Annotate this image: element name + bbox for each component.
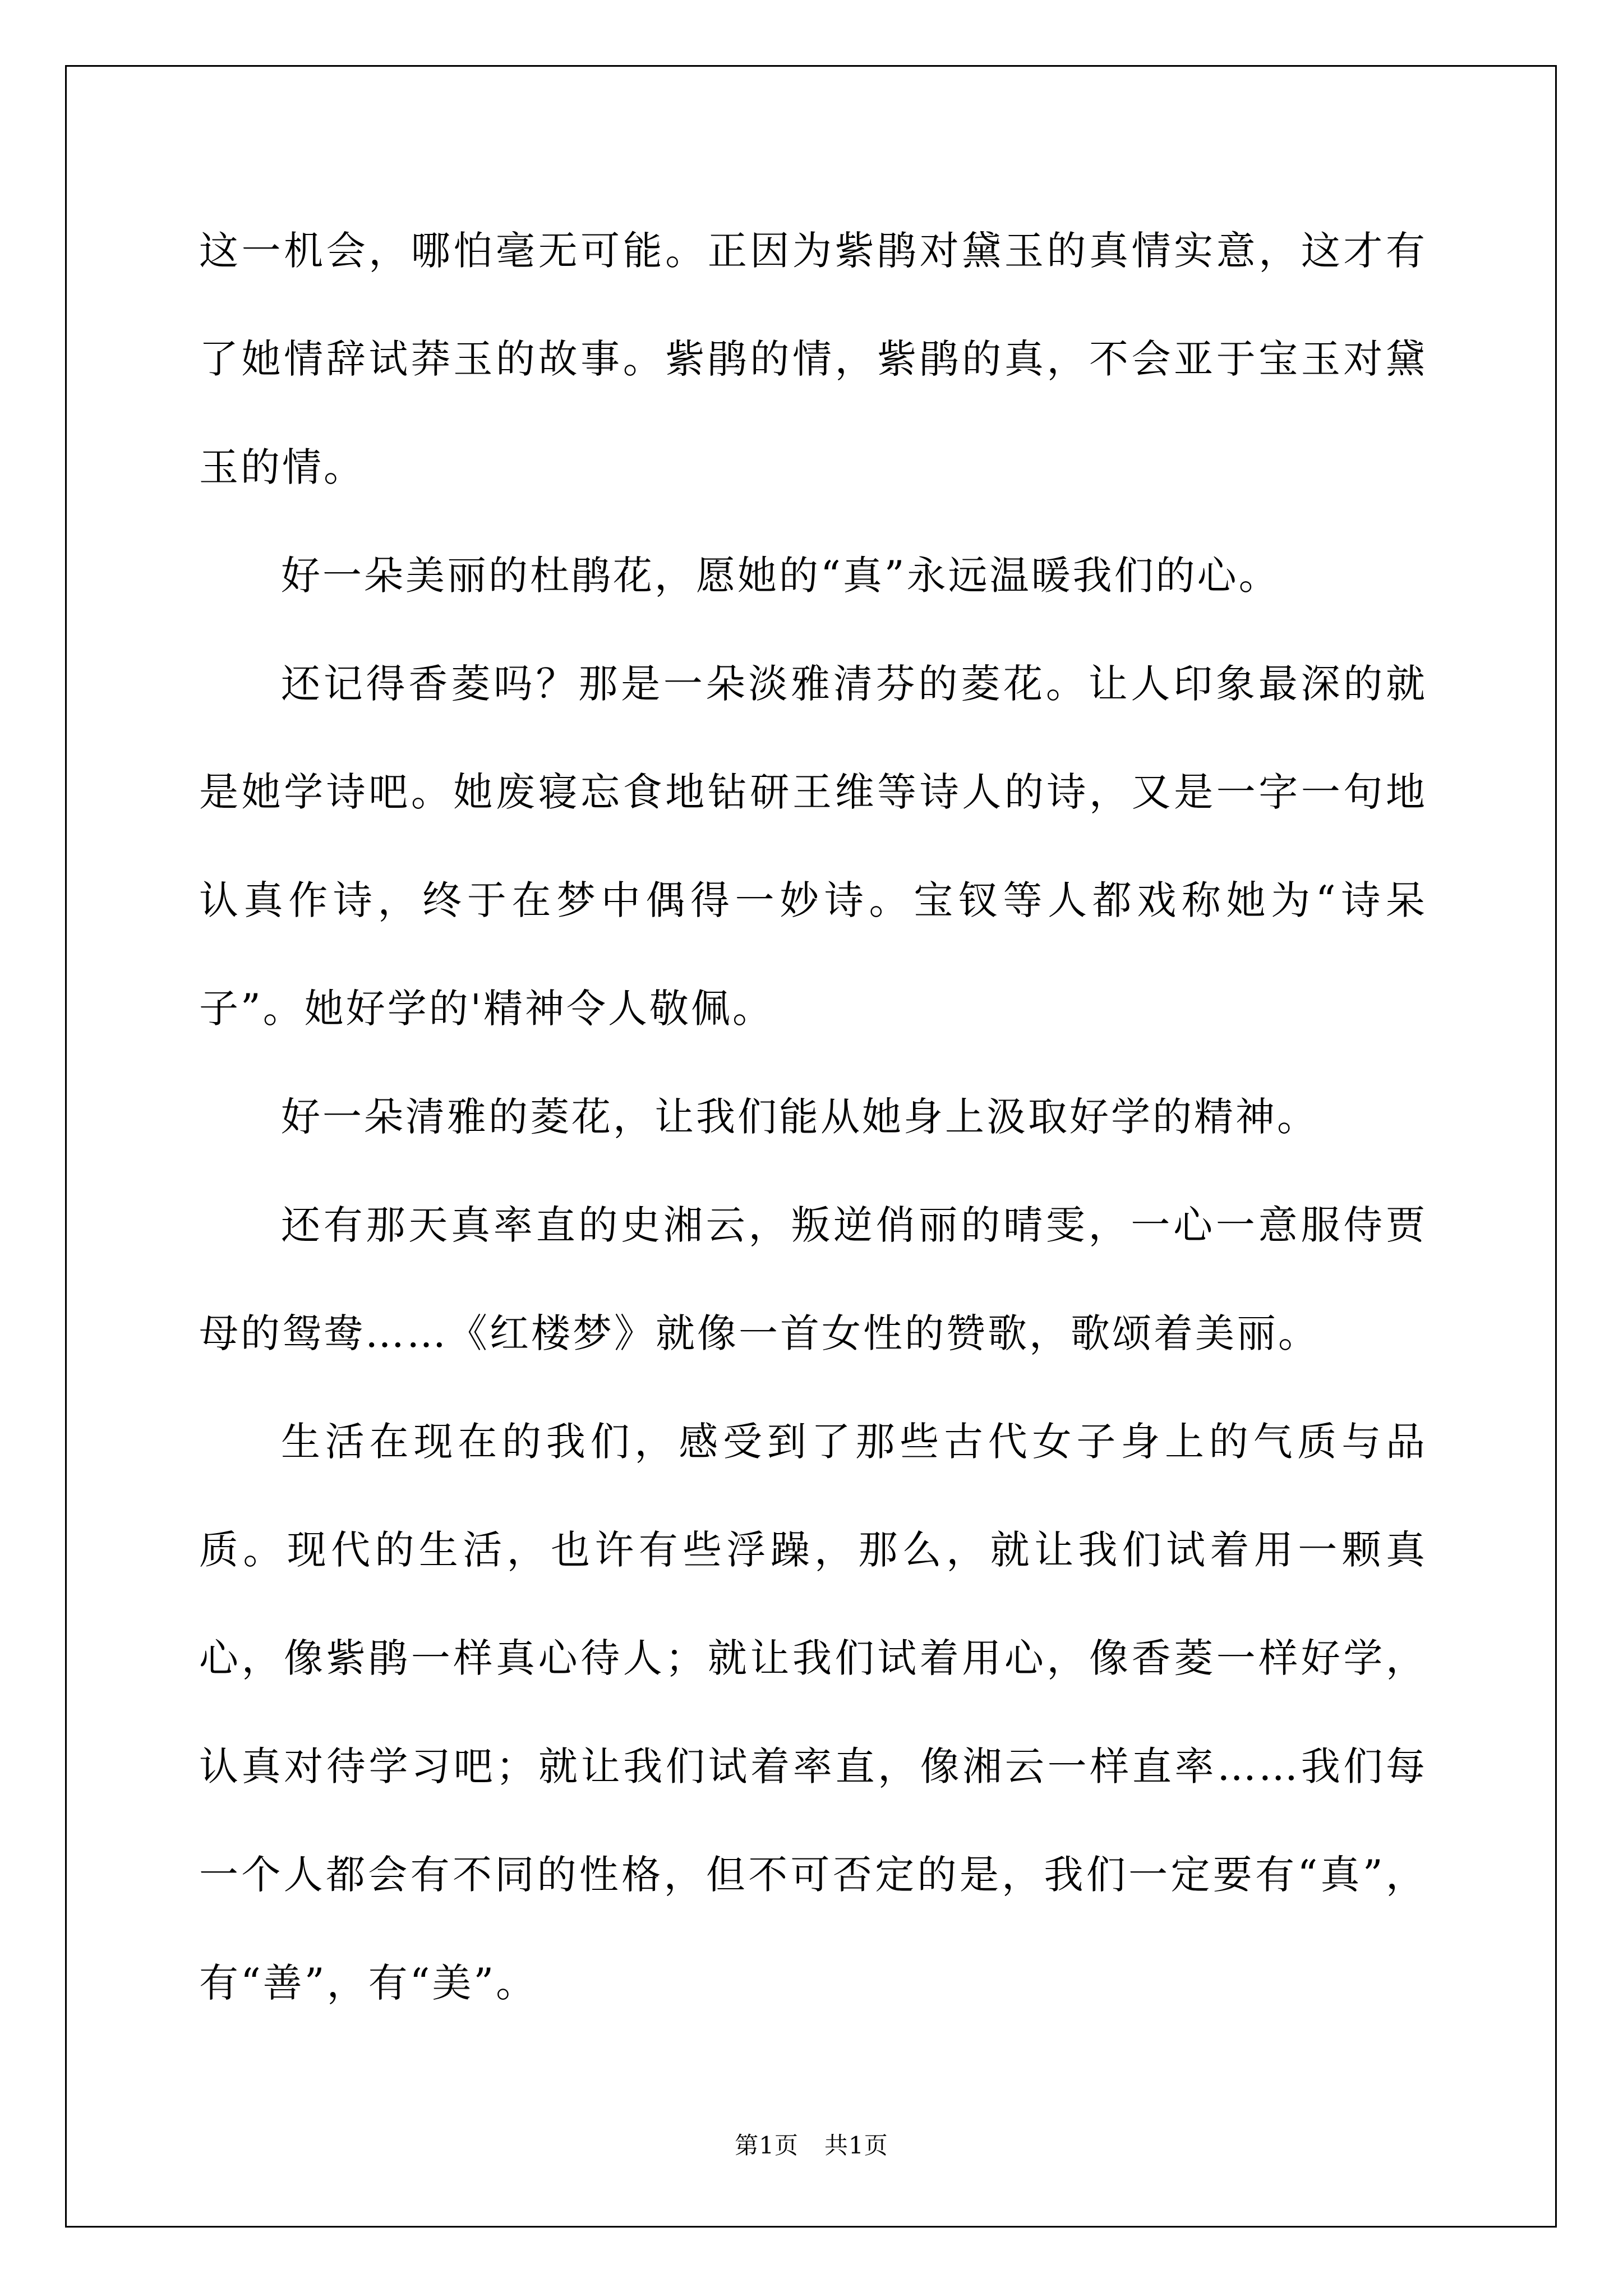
paragraph-3: 还记得香菱吗？那是一朵淡雅清芬的菱花。让人印象最深的就是她学诗吧。她废寝忘食地钻研王维等诗人的诗，又是一字一句地认真作诗，终于在梦中偶得一妙诗。宝钗等人都戏称她为“诗呆子”。她好学的'精神令人敬佩。 <box>199 661 1427 1032</box>
paragraph-5: 还有那天真率直的史湘云，叛逆俏丽的晴雯，一心一意服侍贾母的鸳鸯……《红楼梦》就像一首女性的赞歌，歌颂着美丽。 <box>199 1202 1427 1356</box>
page-footer <box>0 2129 1623 2162</box>
page-total: 共1页 <box>824 2132 888 2159</box>
paragraph-4: 好一朵清雅的菱花，让我们能从她身上汲取好学的精神。 <box>281 1094 1318 1140</box>
document-body <box>199 197 1427 2037</box>
paragraph-1: 这一机会，哪怕毫无可能。正因为紫鹃对黛玉的真情实意，这才有了她情辞试莽玉的故事。紫鹃的情，紫鹃的真，不会亚于宝玉对黛玉的情。 <box>199 228 1427 490</box>
paragraph-2: 好一朵美丽的杜鹃花，愿她的“真”永远温暖我们的心。 <box>281 553 1280 599</box>
page-number: 第1页 <box>735 2132 799 2159</box>
paragraph-6: 生活在现在的我们，感受到了那些古代女子身上的气质与品质。现代的生活，也许有些浮躁，那么，就让我们试着用一颗真心，像紫鹃一样真心待人；就让我们试着用心，像香菱一样好学，认真对待学习吧；就让我们试着率直，像湘云一样直率……我们每一个人都会有不同的性格，但不可否定的是，我们一定要有“真”，有“善”，有“美”。 <box>199 1419 1427 2006</box>
